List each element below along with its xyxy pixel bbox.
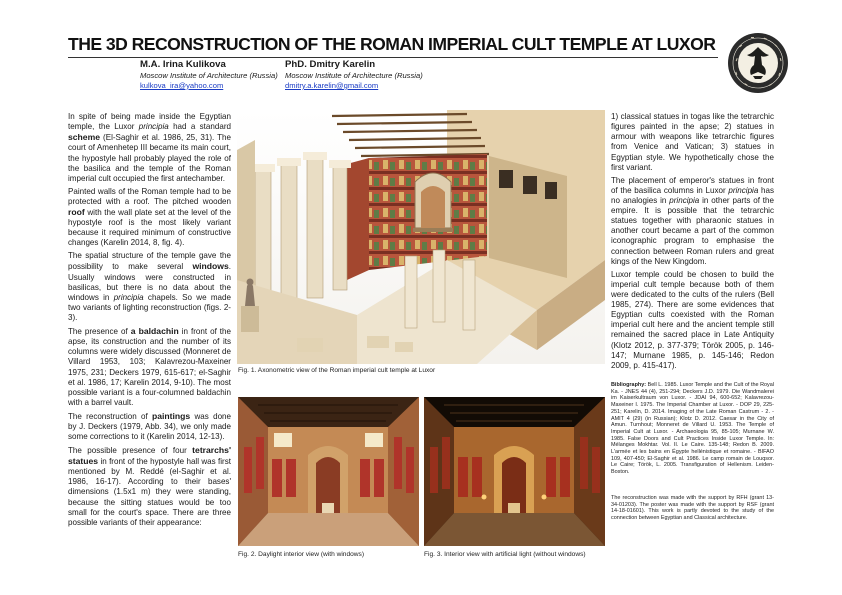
paragraph-paintings: The reconstruction of paintings was done by J. Deckers (1979, Abb. 34), we only made some corrections to it (Karelin 2014, 12-13). — [68, 410, 231, 442]
paragraph-windows: The spatial structure of the temple gave the possibility to make several windows. Usually windows were constructed in basilicas, but there is no data about the windows in principia chapels. So we made two variants of lighting reconstruction (figs. 2-3). — [68, 251, 231, 323]
paragraph-baldachin: The presence of a baldachin in front of the apse, its construction and the number of its columns were widely discussed (Monneret de Villard 1953, 103; Kalavrezou-Maxeiner 1975, 231; Deckers 1979, 615-617; el-Saghir et al. 1986, 17; Karelin 2014, 9-10). The most possible variant is a four-columned baldachin with a barrel vault. — [68, 325, 231, 407]
author-name: PhD. Dmitry Karelin — [285, 59, 376, 70]
funding-note: The reconstruction was made with the support by RFH (grant 13-34-01203). The poster was made with the support by RSF (grant 14-18-01601). This work is partly devoted to the study of the connection between Egyptian and Classical architecture. — [611, 495, 774, 522]
daylight-interior-figure — [238, 397, 419, 546]
paragraph-roof: Painted walls of the Roman temple had to be protected with a roof. The pitched wooden roof with the wall plate set at the level of the hypostyle roof is the most likely variant because it required minimum of constructive changes (Karelin 2014, 8, fig. 4). — [68, 186, 231, 248]
paragraph-statue-variants: 1) classical statues in togas like the tetrarchic figures painted in the apse; 2) statues in armour with weapons like tetrarchic figures from Venice and Vatican; 3) statues in Egyptian style. We hypothetically chose the first variant. — [611, 112, 774, 172]
author-affiliation: Moscow Institute of Architecture (Russia) — [285, 71, 423, 80]
paragraph-statues: The possible presence of four tetrarchs' statues in front of the hypostyle hall was first mentioned by M. Reddé (el-Saghir et al. 1986, 16-17). According to their bases' dimensions (1.5x1 m) they were standing, because the sitting statues would be too small for the court's space. There are three possible variants of their appearance: — [68, 444, 231, 527]
figure-3-caption: Fig. 3. Interior view with artificial light (without windows) — [424, 551, 586, 558]
author-name: M.A. Irina Kulikova — [140, 59, 226, 70]
author-email-link[interactable]: dmitry.a.karelin@gmail.com — [285, 81, 379, 90]
figure-2-caption: Fig. 2. Daylight interior view (with windows) — [238, 551, 365, 558]
bibliography-label: Bibliography: — [611, 382, 647, 388]
bibliography — [611, 382, 774, 476]
artificial-light-interior-figure — [424, 397, 605, 546]
title-rule — [68, 57, 718, 58]
poster-title: THE 3D RECONSTRUCTION OF THE ROMAN IMPERIAL CULT TEMPLE AT LUXOR — [68, 34, 716, 54]
bibliography-text: Bell L. 1985. Luxor Temple and the Cult of the Royal Ka. - JNES 44 (4), 251-294; Deckers J.D. 1979. Die Wandmalerei im Kaiserkultraum von Luxor. - JDAI 94, 600-652; Kalavrezou-Maxeiner I. 1975. The Imperial Chamber at Luxor. - DOP 29, 225-251; Karelin, D. 2014. Imaging of the Late Roman Castrum - 2. - AMIT 4 (29) (in Russian); Klotz D. 2012. Caesar in the City of Amun. Turnhout; Monneret de Villard U. 1953. The Temple of Imperial Cult at Luxor. - Archaeologia 95, 85-105; Murnane W. 1985. False Doors and Cult Practices Inside Luxor Temple. In: Mélanges Mokhtar. Vol. II. Le Caire. 135-148; Redon B. 2009. L'armée et les bains en Égypte hellénistique et romaine. - BIFAO 109, 407-450; El-Saghir et al. 1986. Le camp romain de Louqsor. Le Caire; Török, L. 2005. Transfiguration of Hellenism. Leiden- Boston. — [611, 382, 774, 476]
paragraph-scheme: In spite of being made inside the Egyptian temple, the Luxor principia had a standard scheme (El-Saghir et al. 1986, 25, 31). The court of Amenhetep III became its main court, the hypostyle hall probably played the role of the basilica and the temple of the Roman imperial cult occupied the first antechamber. — [68, 112, 231, 183]
left-text-column — [68, 112, 231, 531]
author-block-2 — [285, 59, 423, 91]
author-affiliation: Moscow Institute of Architecture (Russia) — [140, 71, 278, 80]
right-text-column — [611, 112, 774, 374]
paragraph-placement: The placement of emperor's statues in front of the basilica columns in Luxor principia has no analogies in principia in other parts of the empire. It is possible that the tetrarchic statues together with pharaonic statues in another court became a part of the common iconographic program to emphasise the connection between Roman rulers and great kings of the New Kingdom. — [611, 175, 774, 266]
paragraph-luxor-choice: Luxor temple could be chosen to build the imperial cult temple because both of them were dedicated to the cults of the rulers (Bell 1985, 274). There are some evidences that Egyptian cults coexisted with the Roman imperial cult here and the ancient temple still remained the sacred place in Late Antiquity (Klotz 2012, p. 377-379; Török 2005, p. 146-147; Murnane 1985, p. 145-146; Redon 2009, p. 415-417). — [611, 269, 774, 370]
author-block-1 — [140, 59, 278, 91]
author-email-link[interactable]: kulkova_ira@yahoo.com — [140, 81, 224, 90]
seal-with-eagle-icon — [727, 32, 789, 94]
figure-1-caption: Fig. 1. Axonometric view of the Roman imperial cult temple at Luxor — [238, 367, 436, 374]
axonometric-temple-figure — [237, 110, 605, 364]
